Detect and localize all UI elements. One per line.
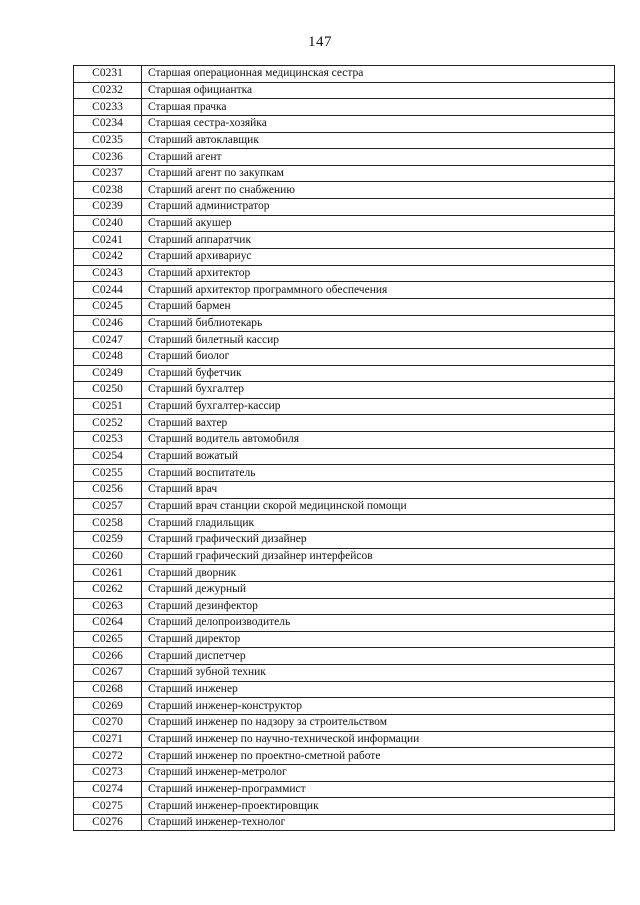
occupation-name-cell: Старший инженер-технолог (142, 814, 615, 831)
table-row (74, 232, 615, 249)
table-row (74, 298, 615, 315)
occupation-code-cell: С0233 (74, 99, 142, 116)
table-body (74, 66, 615, 831)
table-row (74, 99, 615, 116)
occupation-name-cell: Старший библиотекарь (142, 315, 615, 332)
occupation-name-cell: Старшая операционная медицинская сестра (142, 66, 615, 83)
occupation-name-cell: Старший акушер (142, 215, 615, 232)
table-row (74, 482, 615, 499)
occupation-name-cell: Старший дежурный (142, 581, 615, 598)
table-row (74, 681, 615, 698)
occupation-name-cell: Старший архитектор программного обеспечения (142, 282, 615, 299)
occupation-code-cell: С0234 (74, 115, 142, 132)
occupation-name-cell: Старший агент по закупкам (142, 165, 615, 182)
table-row (74, 648, 615, 665)
occupation-code-cell: С0236 (74, 149, 142, 166)
occupation-name-cell: Старшая официантка (142, 82, 615, 99)
occupation-name-cell: Старший вожатый (142, 448, 615, 465)
occupation-code-cell: С0270 (74, 714, 142, 731)
occupation-name-cell: Старший врач (142, 482, 615, 499)
occupation-code-cell: С0259 (74, 531, 142, 548)
occupation-name-cell: Старший биолог (142, 348, 615, 365)
occupation-name-cell: Старший бухгалтер (142, 382, 615, 399)
occupation-code-cell: С0268 (74, 681, 142, 698)
occupation-code-cell: С0245 (74, 298, 142, 315)
table-row (74, 798, 615, 815)
occupation-name-cell: Старший буфетчик (142, 365, 615, 382)
occupation-code-cell: С0276 (74, 814, 142, 831)
table-row (74, 199, 615, 216)
occupation-code-cell: С0258 (74, 515, 142, 532)
occupation-name-cell: Старший инженер по проектно-сметной работе (142, 748, 615, 765)
occupation-name-cell: Старшая сестра-хозяйка (142, 115, 615, 132)
occupation-code-cell: С0238 (74, 182, 142, 199)
table-row (74, 365, 615, 382)
table-row (74, 665, 615, 682)
occupation-name-cell: Старший графический дизайнер (142, 531, 615, 548)
occupation-name-cell: Старший инженер по научно-технической информации (142, 731, 615, 748)
occupation-code-cell: С0254 (74, 448, 142, 465)
table-row (74, 115, 615, 132)
occupation-table-container (73, 65, 615, 831)
occupation-name-cell: Старший врач станции скорой медицинской помощи (142, 498, 615, 515)
table-row (74, 781, 615, 798)
table-row (74, 748, 615, 765)
occupation-code-cell: С0248 (74, 348, 142, 365)
occupation-name-cell: Старший вахтер (142, 415, 615, 432)
occupation-code-cell: С0265 (74, 631, 142, 648)
table-row (74, 448, 615, 465)
table-row (74, 531, 615, 548)
occupation-name-cell: Старший диспетчер (142, 648, 615, 665)
occupation-name-cell: Старший инженер по надзору за строительством (142, 714, 615, 731)
occupation-name-cell: Старший гладильщик (142, 515, 615, 532)
occupation-code-cell: С0252 (74, 415, 142, 432)
table-row (74, 415, 615, 432)
occupation-code-cell: С0275 (74, 798, 142, 815)
occupation-name-cell: Старший директор (142, 631, 615, 648)
occupation-name-cell: Старший водитель автомобиля (142, 432, 615, 449)
table-row (74, 581, 615, 598)
occupation-code-cell: С0261 (74, 565, 142, 582)
table-row (74, 165, 615, 182)
occupation-name-cell: Старший инженер-проектировщик (142, 798, 615, 815)
occupation-code-cell: С0243 (74, 265, 142, 282)
occupation-code-cell: С0256 (74, 482, 142, 499)
occupation-code-cell: С0271 (74, 731, 142, 748)
occupation-code-cell: С0247 (74, 332, 142, 349)
occupation-code-cell: С0239 (74, 199, 142, 216)
occupation-code-cell: С0244 (74, 282, 142, 299)
occupation-code-cell: С0246 (74, 315, 142, 332)
table-row (74, 215, 615, 232)
occupation-code-cell: С0237 (74, 165, 142, 182)
table-row (74, 698, 615, 715)
occupation-name-cell: Старший инженер (142, 681, 615, 698)
table-row (74, 764, 615, 781)
occupation-code-cell: С0267 (74, 665, 142, 682)
table-row (74, 132, 615, 149)
occupation-name-cell: Старший делопроизводитель (142, 615, 615, 632)
occupation-name-cell: Старший инженер-метролог (142, 764, 615, 781)
occupation-name-cell: Старший аппаратчик (142, 232, 615, 249)
occupation-code-cell: С0240 (74, 215, 142, 232)
occupation-name-cell: Старший бармен (142, 298, 615, 315)
table-row (74, 814, 615, 831)
occupation-name-cell: Старшая прачка (142, 99, 615, 116)
occupation-code-cell: С0266 (74, 648, 142, 665)
table-row (74, 265, 615, 282)
occupation-code-cell: С0232 (74, 82, 142, 99)
occupation-code-cell: С0250 (74, 382, 142, 399)
occupation-name-cell: Старший графический дизайнер интерфейсов (142, 548, 615, 565)
occupation-name-cell: Старший дезинфектор (142, 598, 615, 615)
occupation-name-cell: Старший бухгалтер-кассир (142, 398, 615, 415)
table-row (74, 598, 615, 615)
table-row (74, 565, 615, 582)
occupation-name-cell: Старший инженер-программист (142, 781, 615, 798)
occupation-code-cell: С0231 (74, 66, 142, 83)
table-row (74, 548, 615, 565)
table-row (74, 149, 615, 166)
table-row (74, 731, 615, 748)
occupation-code-cell: С0251 (74, 398, 142, 415)
occupation-code-cell: С0235 (74, 132, 142, 149)
occupation-name-cell: Старший агент по снабжению (142, 182, 615, 199)
page-number: 147 (308, 34, 332, 50)
table-row (74, 432, 615, 449)
occupation-code-cell: С0272 (74, 748, 142, 765)
table-row (74, 182, 615, 199)
occupation-code-table (73, 65, 615, 831)
table-row (74, 382, 615, 399)
occupation-name-cell: Старший инженер-конструктор (142, 698, 615, 715)
occupation-name-cell: Старший зубной техник (142, 665, 615, 682)
table-row (74, 332, 615, 349)
table-row (74, 82, 615, 99)
occupation-code-cell: С0260 (74, 548, 142, 565)
occupation-name-cell: Старший автоклавщик (142, 132, 615, 149)
occupation-name-cell: Старший агент (142, 149, 615, 166)
occupation-code-cell: С0255 (74, 465, 142, 482)
table-row (74, 465, 615, 482)
occupation-name-cell: Старший архивариус (142, 249, 615, 266)
table-row (74, 398, 615, 415)
occupation-code-cell: С0264 (74, 615, 142, 632)
occupation-name-cell: Старший воспитатель (142, 465, 615, 482)
occupation-name-cell: Старший дворник (142, 565, 615, 582)
occupation-code-cell: С0253 (74, 432, 142, 449)
table-row (74, 348, 615, 365)
table-row (74, 714, 615, 731)
occupation-code-cell: С0262 (74, 581, 142, 598)
occupation-name-cell: Старший билетный кассир (142, 332, 615, 349)
table-row (74, 315, 615, 332)
occupation-name-cell: Старший администратор (142, 199, 615, 216)
table-row (74, 66, 615, 83)
table-row (74, 615, 615, 632)
occupation-name-cell: Старший архитектор (142, 265, 615, 282)
occupation-code-cell: С0249 (74, 365, 142, 382)
occupation-code-cell: С0242 (74, 249, 142, 266)
occupation-code-cell: С0241 (74, 232, 142, 249)
occupation-code-cell: С0269 (74, 698, 142, 715)
table-row (74, 249, 615, 266)
table-row (74, 282, 615, 299)
table-row (74, 515, 615, 532)
occupation-code-cell: С0257 (74, 498, 142, 515)
occupation-code-cell: С0263 (74, 598, 142, 615)
occupation-code-cell: С0273 (74, 764, 142, 781)
table-row (74, 498, 615, 515)
table-row (74, 631, 615, 648)
occupation-code-cell: С0274 (74, 781, 142, 798)
